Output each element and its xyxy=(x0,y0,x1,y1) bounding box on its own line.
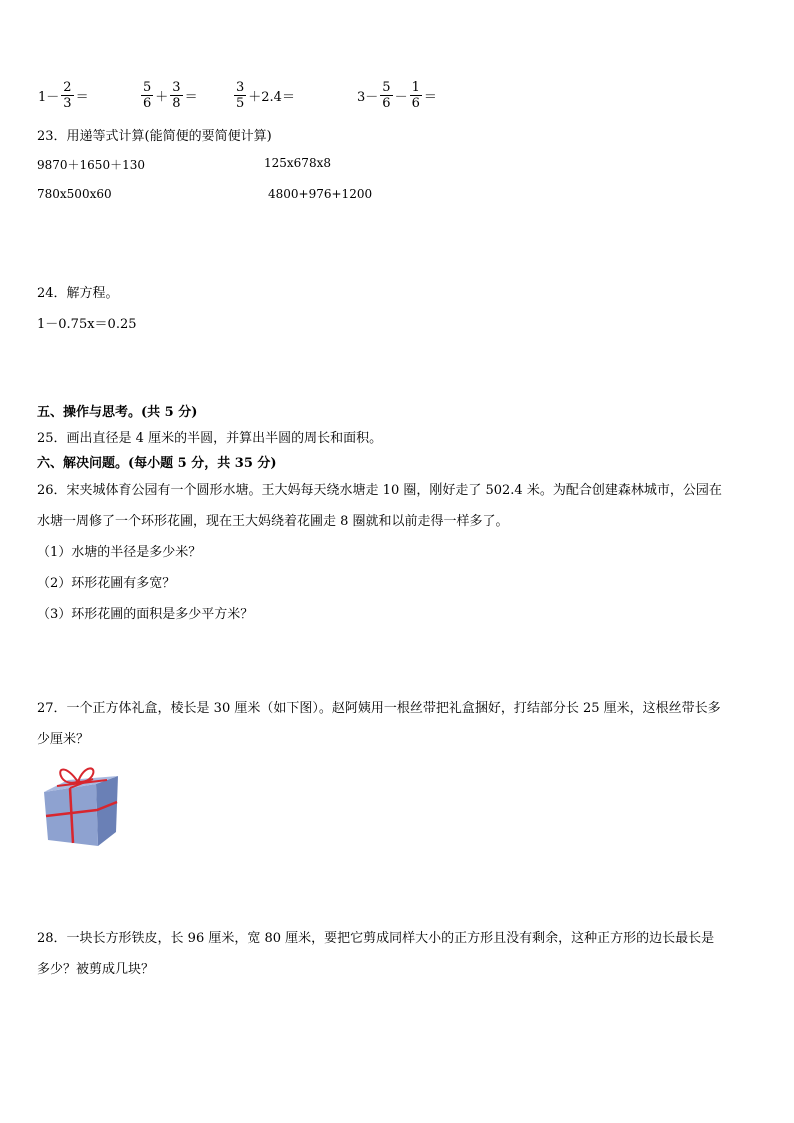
ribbon-knot xyxy=(76,780,81,785)
q23-item-2: 125x678x8 xyxy=(264,156,331,170)
q26-sub-3: （3）环形花圃的面积是多少平方米？ xyxy=(37,607,254,622)
q26-line-1: 26．宋夹城体育公园有一个圆形水塘。王大妈每天绕水塘走 10 圈，刚好走了 502.4 米。为配合创建森林城市，公园在 xyxy=(37,483,722,498)
expr-2-op: ＋ xyxy=(155,90,169,105)
expr-1-tail: ＝ xyxy=(75,90,89,105)
q23-item-4: 4800+976+1200 xyxy=(268,187,373,201)
fraction: $\frac{5}{6}$ xyxy=(143,80,152,111)
expr-2-tail: ＝ xyxy=(184,90,198,105)
expr-3 xyxy=(233,80,296,111)
q25-text: 25．画出直径是 4 厘米的半圆，并算出半圆的周长和面积。 xyxy=(37,431,383,446)
section5-heading: 五、操作与思考。(共 5 分) xyxy=(37,405,198,420)
expr-3-tail: ＋2.4＝ xyxy=(248,90,295,105)
expr-1-lead: 1－ xyxy=(38,90,60,105)
q24-equation: 1－0.75x＝0.25 xyxy=(37,317,137,332)
q24-title: 24．解方程。 xyxy=(37,286,119,301)
gift-box-image xyxy=(38,762,122,850)
section6-heading: 六、解决问题。(每小题 5 分，共 35 分) xyxy=(37,456,277,471)
fraction: $\frac{3}{5}$ xyxy=(236,80,245,111)
fraction: $\frac{2}{3}$ xyxy=(63,80,72,111)
q23-item-1: 9870＋1650＋130 xyxy=(37,158,145,172)
q23-title: 23．用递等式计算(能简便的要简便计算) xyxy=(37,129,272,144)
q27-line-2: 少厘米？ xyxy=(37,732,90,747)
q26-sub-2: （2）环形花圃有多宽？ xyxy=(37,576,176,591)
q28-line-1: 28．一块长方形铁皮，长 96 厘米，宽 80 厘米，要把它剪成同样大小的正方形且没有剩余，这种正方形的边长最长是 xyxy=(37,931,715,946)
expr-4-op: － xyxy=(394,90,408,105)
expr-4-lead: 3－ xyxy=(357,90,379,105)
fraction: $\frac{5}{6}$ xyxy=(382,80,391,111)
expr-2 xyxy=(140,80,199,111)
gift-box-side xyxy=(96,776,118,846)
expr-4 xyxy=(356,80,438,111)
q26-sub-1: （1）水塘的半径是多少米？ xyxy=(37,545,202,560)
q23-item-3: 780x500x60 xyxy=(37,187,112,201)
expr-1 xyxy=(37,80,90,111)
expr-4-tail: ＝ xyxy=(423,90,437,105)
q27-line-1: 27．一个正方体礼盒，棱长是 30 厘米（如下图）。赵阿姨用一根丝带把礼盒捆好，打结部分长 25 厘米，这根丝带长多 xyxy=(37,701,721,716)
q28-line-2: 多少？被剪成几块？ xyxy=(37,962,155,977)
q26-line-2: 水塘一周修了一个环形花圃，现在王大妈绕着花圃走 8 圈就和以前走得一样多了。 xyxy=(37,514,509,529)
fraction: $\frac{3}{8}$ xyxy=(172,80,181,111)
fraction: $\frac{1}{6}$ xyxy=(411,80,420,111)
